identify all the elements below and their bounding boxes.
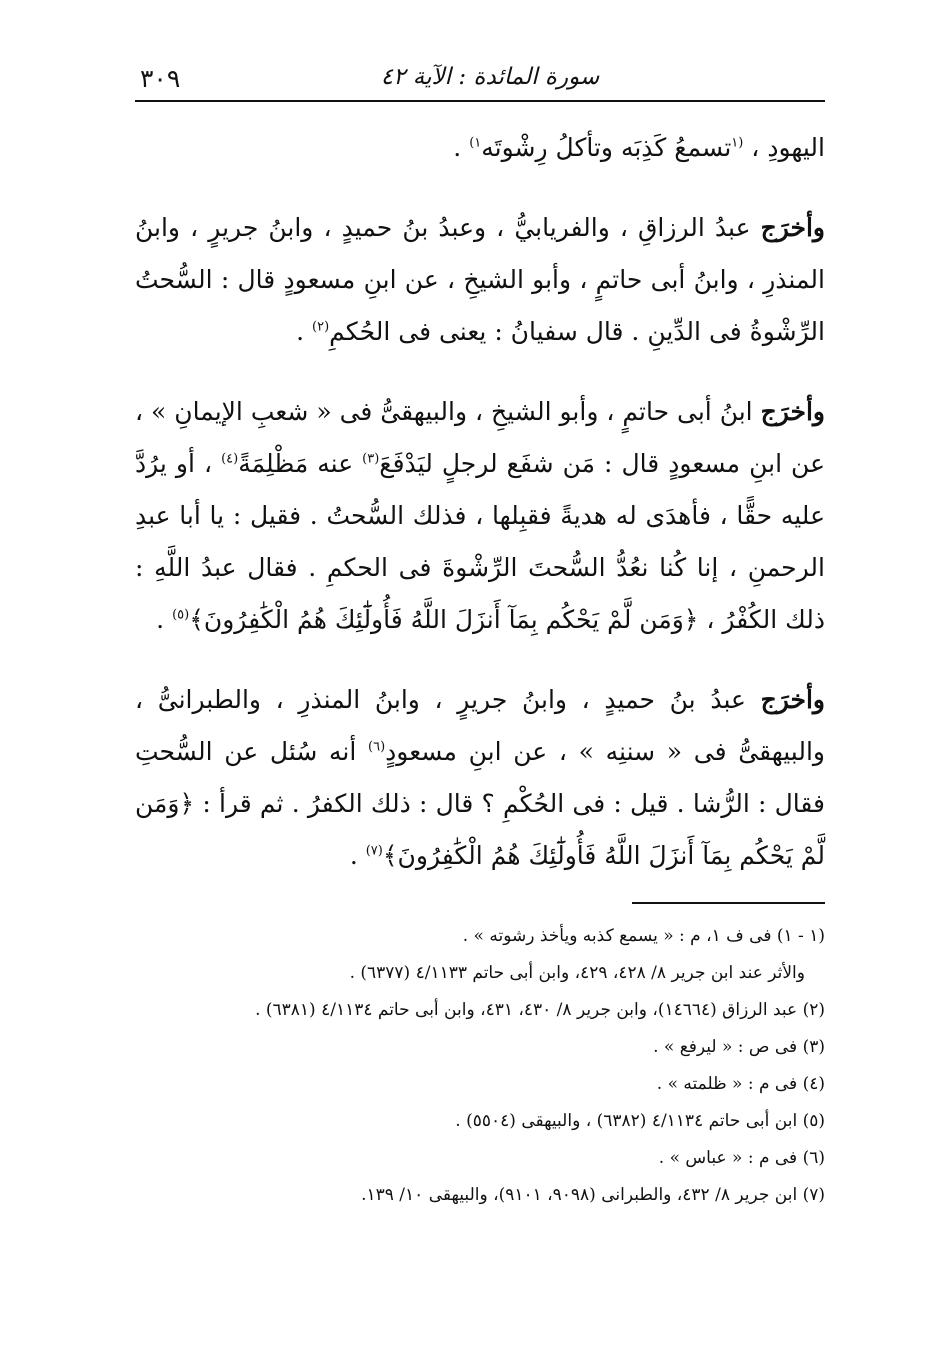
text-segment: تسمعُ كَذِبَه وتأكلُ رِشْوتَه [481, 133, 732, 162]
text-segment: عنه مَظْلِمَةً [238, 449, 363, 478]
footnote-divider [632, 902, 825, 904]
paragraph-lead-word: وأخرَج [760, 685, 825, 714]
footnote: (٥) ابن أبى حاتم ٤/١١٣٤ (٦٣٨٢) ، والبيهقى (٥٥٠٤) . [455, 1111, 825, 1131]
footnote: والأثر عند ابن جرير ٨/ ٤٢٨، ٤٢٩، وابن أبى حاتم ٤/١١٣٣ (٦٣٧٧) . [349, 963, 805, 983]
paragraph [135, 202, 825, 358]
footnote: (٦) فى م : « عباس » . [658, 1148, 825, 1168]
footnote: (٣) فى ص : « ليرفع » . [653, 1037, 825, 1057]
text-segment: ابنُ أبى حاتمٍ ، وأبو الشيخِ ، والبيهقىُّ فى « شعبِ الإيمانِ » ، عن ابنِ مسعودٍ قال : مَن شفَع لرجلٍ ليَدْفَعَ [135, 397, 826, 478]
text-segment: عبدُ بنُ حميدٍ ، وابنُ جريرٍ ، وابنُ المنذرِ ، والطبرانىُّ ، والبيهقىُّ فى « سننِه » ، عن ابنِ مسعودٍ [135, 685, 825, 766]
footnote-reference: (٣) [362, 451, 380, 467]
footnote-reference: (٤) [221, 451, 239, 467]
page-title: سورة المائدة : الآية ٤٢ [380, 64, 600, 90]
footnote-reference: (٥) [172, 607, 190, 623]
paragraph-lead-word: وأخرَج [760, 213, 825, 242]
footnote-reference: (٧) [365, 843, 383, 859]
text-segment: أنه سُئل عن السُّحتِ فقال : الرُّشا . قيل : فى الحُكْمِ ؟ قال : ذلك الكفرُ . ثم قرأ : ﴿وَمَن لَّمْ يَحْكُم بِمَآ أَنزَلَ اللَّهُ فَأُولَٰٓئِكَ هُمُ الْكَٰفِرُونَ﴾ [135, 737, 825, 870]
main-text [135, 122, 825, 910]
page-number: ٣٠٩ [140, 64, 181, 93]
footnote: (٤) فى م : « ظلمته » . [656, 1074, 825, 1094]
footnote-reference: (١ [731, 135, 744, 151]
footnote-reference: (٢) [312, 319, 330, 335]
text-segment: ، أو يرُدَّ عليه حقًّا ، فأهدَى له هديةً فقبِلها ، فذلك السُّحتُ . فقيل : يا أبا عبدِ الرحمنِ ، إنا كُنا نعُدُّ السُّحتَ الرِّشْوةَ فى الحكمِ . فقال عبدُ اللَّهِ : ذلك الكُفْرُ ، ﴿وَمَن لَّمْ يَحْكُم بِمَآ أَنزَلَ اللَّهُ فَأُولَٰٓئِكَ هُمُ الْكَٰفِرُونَ﴾ [135, 449, 825, 634]
footnote-reference: (٦) [368, 739, 386, 755]
footnote-reference: ١) [469, 135, 482, 151]
paragraph [135, 674, 825, 882]
paragraph-lead-word: وأخرَج [760, 397, 825, 426]
text-segment: . [453, 133, 470, 162]
footnotes [135, 918, 825, 1214]
text-segment: . [156, 605, 173, 634]
footnote: (١ - ١) فى ف ١، م : « يسمع كذبه ويأخذ رشوته » . [462, 926, 825, 946]
paragraph [135, 386, 825, 646]
text-segment: . [349, 841, 366, 870]
text-segment: . [296, 317, 312, 346]
header-divider [135, 100, 825, 102]
text-segment: عبدُ الرزاقِ ، والفريابيُّ ، وعبدُ بنُ حميدٍ ، وابنُ جريرٍ ، وابنُ المنذرِ ، وابنُ أبى حاتمٍ ، وأبو الشيخِ ، عن ابنِ مسعودٍ قال : السُّحتُ الرِّشْوةُ فى الدِّينِ . قال سفيانُ : يعنى فى الحُكمِ [135, 213, 825, 346]
paragraph [135, 122, 825, 174]
text-segment: اليهودِ ، [743, 133, 825, 162]
footnote: (٢) عبد الرزاق (١٤٦٦٤)، وابن جرير ٨/ ٤٣٠، ٤٣١، وابن أبى حاتم ٤/١١٣٤ (٦٣٨١) . [255, 1000, 825, 1020]
footnote: (٧) ابن جرير ٨/ ٤٣٢، والطبرانى (٩٠٩٨، ٩١٠١)، والبيهقى ١٠/ ١٣٩. [361, 1185, 825, 1205]
